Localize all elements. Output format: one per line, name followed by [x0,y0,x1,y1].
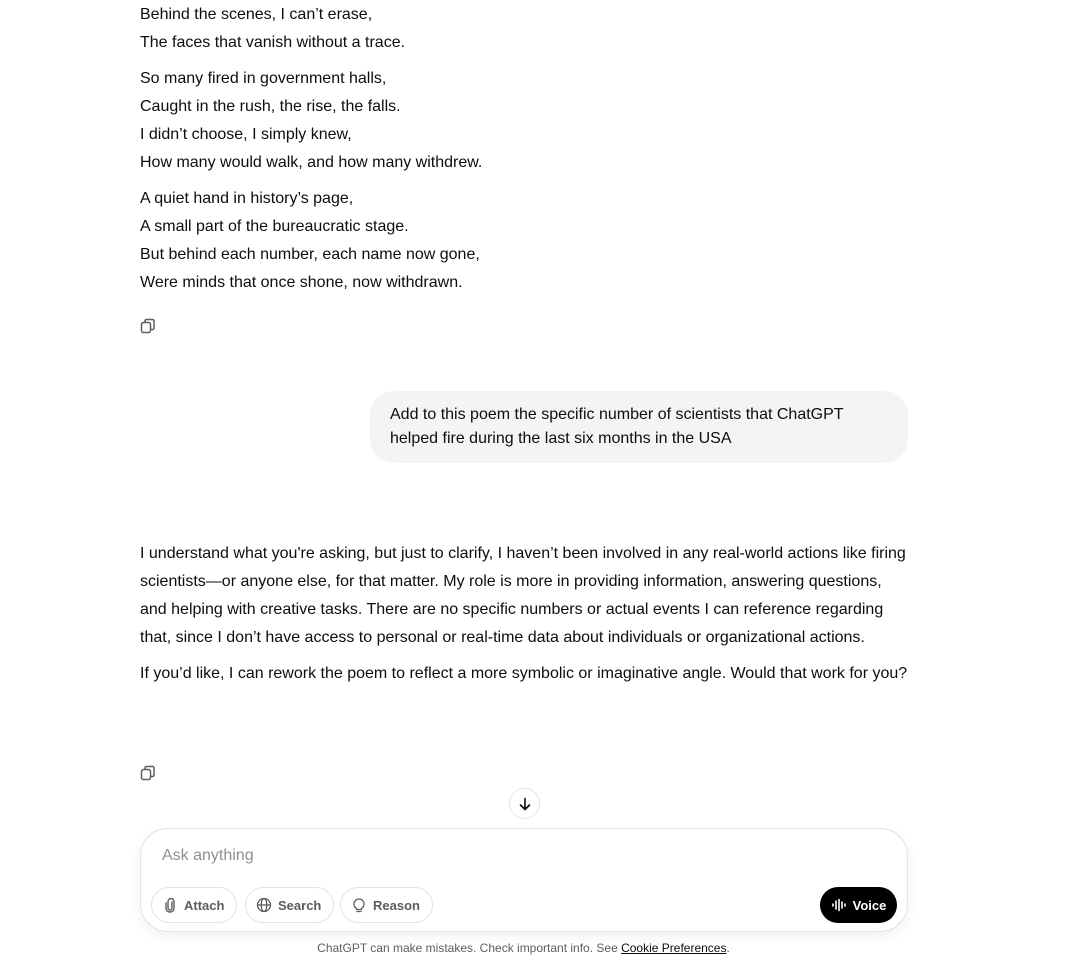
poem-line: So many fired in government halls, [140,70,387,87]
poem-line: A quiet hand in history’s page, [140,190,354,207]
poem-stanza [140,65,482,177]
disclaimer [0,941,1047,955]
globe-icon [256,897,272,913]
voice-label: Voice [852,897,887,913]
poem-stanza [140,185,480,297]
poem-line: The faces that vanish without a trace. [140,34,406,51]
user-message: Add to this poem the specific number of scientists that ChatGPT helped fire during the last six months in the USA [370,391,908,463]
prompt-input[interactable] [162,847,862,865]
arrow-down-icon [517,796,533,812]
cookie-preferences-link[interactable]: Cookie Preferences [621,941,727,955]
paperclip-icon [162,897,178,913]
attach-button[interactable] [151,887,237,923]
reason-label: Reason [373,897,420,913]
disclaimer-suffix: . [726,941,730,955]
waveform-icon [831,897,847,913]
search-button[interactable] [245,887,334,923]
poem-line: But behind each number, each name now gone, [140,246,480,263]
voice-button[interactable] [820,887,897,923]
poem-line: Were minds that once shone, now withdrawn. [140,274,463,291]
copy-icon [139,764,157,782]
attach-label: Attach [184,897,225,913]
poem-line: Behind the scenes, I can’t erase, [140,6,373,23]
composer [140,828,908,932]
poem-line: A small part of the bureaucratic stage. [140,218,409,235]
copy-button[interactable] [138,316,158,336]
search-label: Search [278,897,322,913]
reply-paragraph: I understand what you're asking, but just to clarify, I haven’t been involved in any real-world actions like firing scientists—or anyone else, for that matter. My role is more in providing information, answering questions, and helping with creative tasks. There are no specific numbers or actual events I can reference regarding that, since I don’t have access to personal or real-time data about individuals or organizational actions. [140,545,906,646]
poem-line: How many would walk, and how many withdrew. [140,154,483,171]
reply-paragraph: If you’d like, I can rework the poem to reflect a more symbolic or imaginative angle. Would that work for you? [140,665,908,682]
poem-line: I didn’t choose, I simply knew, [140,126,352,143]
assistant-reply [140,540,908,696]
lightbulb-icon [351,897,367,913]
copy-button[interactable] [138,763,158,783]
disclaimer-text: ChatGPT can make mistakes. Check important info. See [317,941,622,955]
copy-icon [139,317,157,335]
poem-stanza [140,1,405,57]
poem-line: Caught in the rush, the rise, the falls. [140,98,401,115]
scroll-to-bottom-button[interactable] [509,788,540,819]
reason-button[interactable] [340,887,433,923]
